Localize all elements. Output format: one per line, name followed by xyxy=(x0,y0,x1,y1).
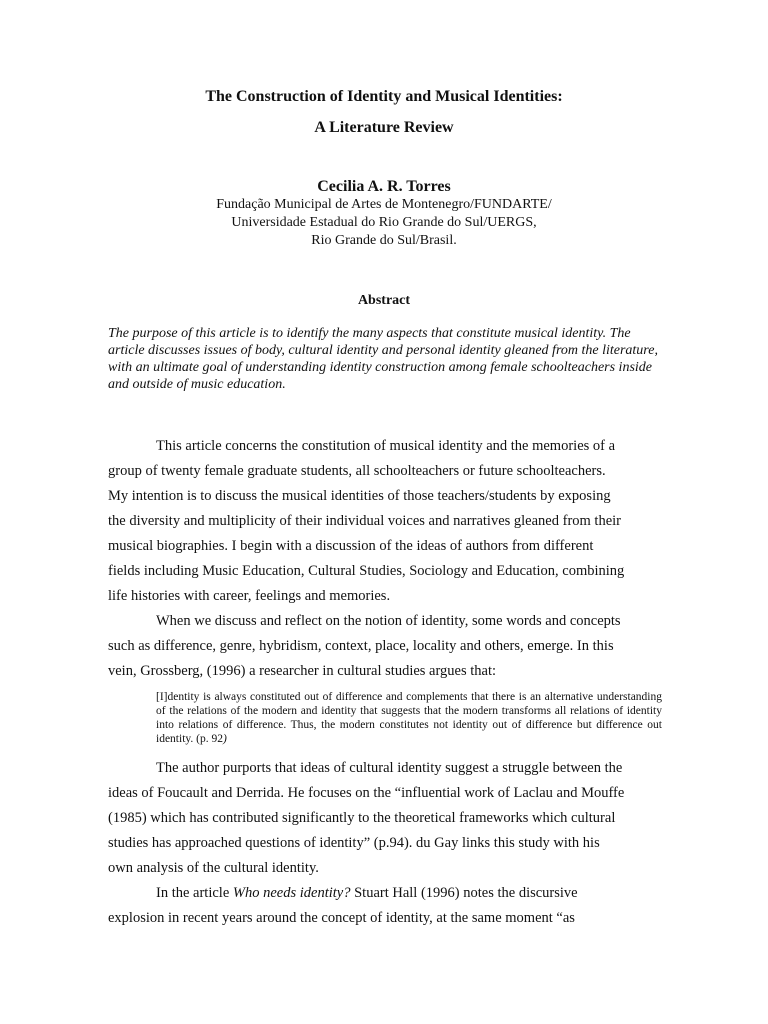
author-name: Cecilia A. R. Torres xyxy=(317,178,451,195)
block-quote xyxy=(156,690,662,746)
abstract-heading: Abstract xyxy=(357,293,411,308)
body-line: studies has approached questions of identity” (p.94). du Gay links this study with his xyxy=(108,835,600,851)
body-line: musical biographies. I begin with a discussion of the ideas of authors from different xyxy=(108,538,594,554)
body-line: My intention is to discuss the musical identities of those teachers/students by exposing xyxy=(108,488,611,504)
body-line: When we discuss and reflect on the notion of identity, some words and concepts xyxy=(156,613,621,629)
body-line: ideas of Foucault and Derrida. He focuses on the “influential work of Laclau and Mouffe xyxy=(108,785,625,801)
body-line: the diversity and multiplicity of their individual voices and narratives gleaned from their xyxy=(108,513,621,529)
body-line: The author purports that ideas of cultural identity suggest a struggle between the xyxy=(156,760,623,776)
body-line: vein, Grossberg, (1996) a researcher in cultural studies argues that: xyxy=(108,663,497,679)
abstract-text: The purpose of this article is to identify the many aspects that constitute musical identity. The article discusses issues of body, cultural identity and personal identity gleaned from the literature, with an ultimate goal of understanding identity construction among female schoolteachers inside and outside of music education. xyxy=(108,326,658,392)
block-quote-text: [I]dentity is always constituted out of difference and complements that there is an alternative understanding of the relations of the modern and identity that suggests that the modern transforms all relations of identity into relations of difference. Thus, the modern constitutes not identity out of difference but difference out identity. (p. 92 xyxy=(156,691,662,745)
article-title: Who needs identity? xyxy=(232,885,351,901)
affiliation-line-2: Universidade Estadual do Rio Grande do Sul/UERGS, xyxy=(231,215,537,230)
body-line: own analysis of the cultural identity. xyxy=(108,860,319,876)
title-line-1: The Construction of Identity and Musical Identities: xyxy=(205,88,563,105)
last-para-suffix: Stuart Hall (1996) notes the discursive xyxy=(350,885,578,901)
affiliation-line-3: Rio Grande do Sul/Brasil. xyxy=(311,233,457,248)
body-line: such as difference, genre, hybridism, context, place, locality and others, emerge. In this xyxy=(108,638,614,654)
body-line: This article concerns the constitution of musical identity and the memories of a xyxy=(156,438,616,454)
body-line: (1985) which has contributed significantly to the theoretical frameworks which cultural xyxy=(108,810,616,826)
affiliation-line-1: Fundação Municipal de Artes de Montenegro/FUNDARTE/ xyxy=(216,197,552,212)
title-line-2: A Literature Review xyxy=(314,119,454,136)
body-line: life histories with career, feelings and memories. xyxy=(108,588,391,604)
body-line: explosion in recent years around the concept of identity, at the same moment “as xyxy=(108,910,575,926)
body-line xyxy=(156,885,660,902)
last-para-prefix: In the article xyxy=(156,885,233,901)
body-line: fields including Music Education, Cultural Studies, Sociology and Education, combining xyxy=(108,563,625,579)
body-line: group of twenty female graduate students, all schoolteachers or future schoolteachers. xyxy=(108,463,606,479)
block-quote-tail: ) xyxy=(222,733,227,745)
